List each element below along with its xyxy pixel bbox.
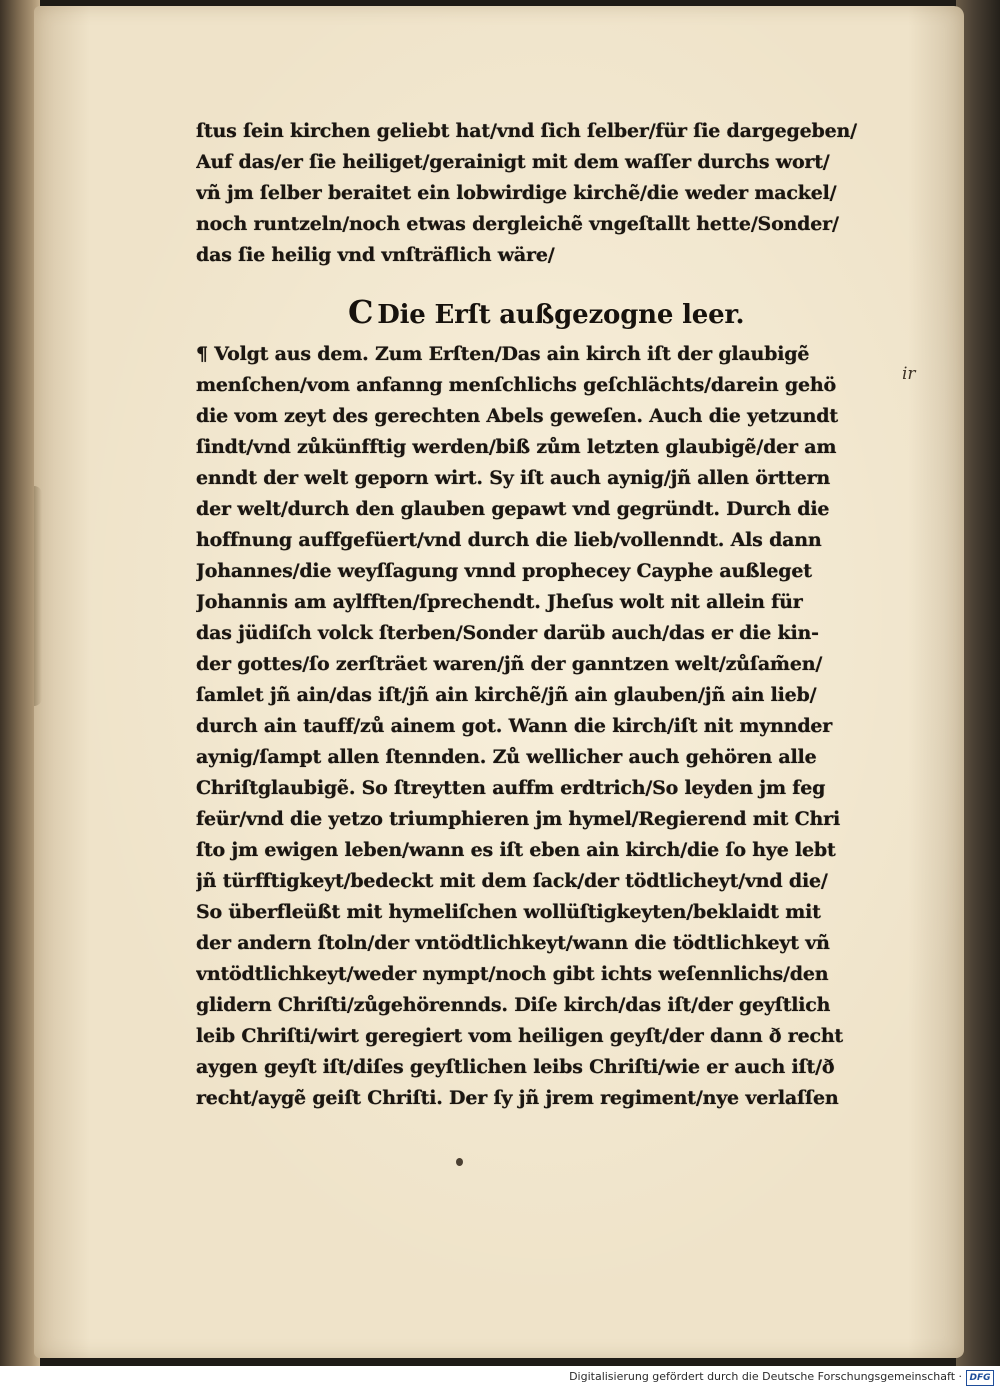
text-line: ſtus ſein kirchen geliebt hat/vnd ſich ſelber/für ſie dargegeben/ (196, 120, 857, 142)
text-line: Chriſtglaubigẽ. So ſtreytten auffm erdtrich/So leyden jm feg (196, 777, 826, 799)
text-line: vntödtlichkeyt/weder nympt/noch gibt ichts weſennlichs/den (196, 963, 829, 985)
text-line: jñ türfftigkeyt/bedeckt mit dem ſack/der tödtlicheyt/vnd die/ (196, 870, 828, 892)
text-line: Johannis am aylfften/ſprechendt. Jheſus wolt nit allein für (196, 591, 803, 613)
text-line: vñ jm ſelber beraitet ein lobwirdige kirchẽ/die weder mackel/ (196, 182, 837, 204)
footer-credit-text: Digitalisierung gefördert durch die Deutsche Forschungsgemeinschaft · (569, 1370, 962, 1383)
text-line: das ſie heilig vnd vnſträflich wäre/ (196, 244, 555, 266)
text-line: ſto jm ewigen leben/wann es iſt eben ain kirch/die ſo hye lebt (196, 839, 836, 861)
text-line: ¶ Volgt aus dem. Zum Erſten/Das ain kirch iſt der glaubigẽ (196, 343, 810, 365)
text-line: der welt/durch den glauben gepawt vnd gegründt. Durch die (196, 498, 830, 520)
text-line: durch ain tauff/zů ainem got. Wann die kirch/iſt nit mynnder (196, 715, 833, 737)
text-line: aygen geyſt iſt/diſes geyſtlichen leibs Chriſti/wie er auch iſt/ð (196, 1056, 835, 1078)
text-line: Auf das/er ſie heiliget/gerainigt mit dem waſſer durchs wort/ (196, 151, 830, 173)
page-text-block (196, 116, 896, 1114)
text-line: menſchen/vom anfanng menſchlichs geſchlächts/darein gehö (196, 374, 836, 396)
text-line: feür/vnd die yetzo triumphieren jm hymel/Regierend mit Chri (196, 808, 840, 830)
digitization-footer (0, 1366, 1000, 1389)
heading-pilcrow-mark: C (348, 293, 374, 331)
text-line: glidern Chriſti/zůgehörennds. Diſe kirch/das iſt/der geyſtlich (196, 994, 831, 1016)
page-fold-shadow (34, 486, 42, 706)
text-line: recht/aygẽ geiſt Chriſti. Der ſy jñ jrem regiment/nye verlaſſen (196, 1087, 839, 1109)
text-line: hoffnung auffgefüert/vnd durch die lieb/vollenndt. Als dann (196, 529, 822, 551)
heading-text: Die Erſt außgezogne leer. (377, 300, 745, 330)
text-line: aynig/ſampt allen ſtennden. Zů wellicher auch gehören alle (196, 746, 817, 768)
text-line: der andern ſtoln/der vntödtlichkeyt/wann die tödtlichkeyt vñ (196, 932, 830, 954)
text-line: ſamlet jñ ain/das iſt/jñ ain kirchẽ/jñ ain glauben/jñ ain lieb/ (196, 684, 817, 706)
section-heading (196, 291, 896, 333)
text-line: die vom zeyt des gerechten Abels geweſen. Auch die yetzundt (196, 405, 838, 427)
text-line: ſindt/vnd zůkünfftig werden/biß zům letzten glaubigẽ/der am (196, 436, 837, 458)
text-line: enndt der welt geporn wirt. Sy iſt auch aynig/jñ allen örttern (196, 467, 831, 489)
text-line: Johannes/die weyſſagung vnnd prophecey Cayphe außleget (196, 560, 812, 582)
text-line: So überfleüßt mit hymeliſchen wollüſtigkeyten/beklaidt mit (196, 901, 821, 923)
text-line: noch runtzeln/noch etwas dergleichẽ vngeſtallt hette/Sonder/ (196, 213, 839, 235)
margin-annotation: ir (902, 364, 916, 384)
page-pin-hole (456, 1158, 463, 1166)
dfg-logo: DFG (966, 1370, 994, 1386)
text-line: leib Chriſti/wirt geregiert vom heiligen geyſt/der dann ð recht (196, 1025, 844, 1047)
text-line: das jüdiſch volck ſterben/Sonder darüb auch/das er die kin- (196, 622, 819, 644)
text-line: der gottes/ſo zerſträet waren/jñ der ganntzen welt/zůſam̃en/ (196, 653, 823, 675)
